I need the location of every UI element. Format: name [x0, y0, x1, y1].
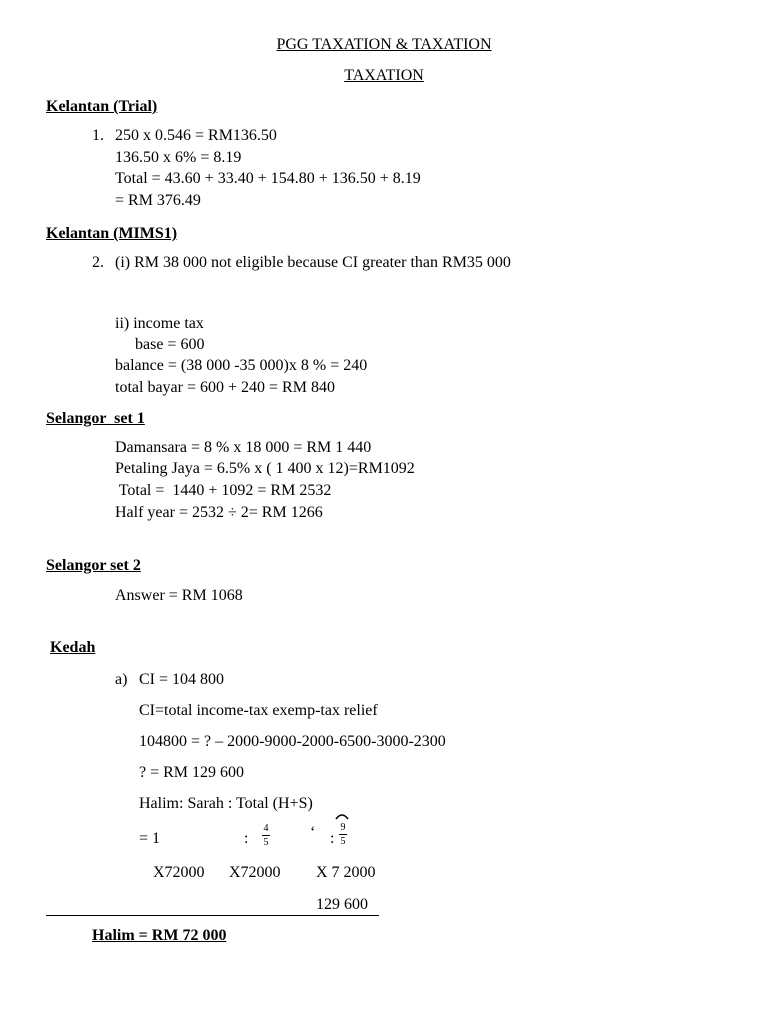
total-value: 129 600	[316, 896, 368, 913]
result-line: ? = RM 129 600	[139, 764, 245, 781]
part-ii-text: ii) income tax	[115, 315, 204, 332]
equation-line: 104800 = ? – 2000-9000-2000-6500-3000-2300	[139, 733, 446, 750]
ratio-start: = 1	[139, 830, 161, 847]
base-line: base = 600	[135, 336, 205, 353]
fraction-numerator: 9	[340, 822, 346, 833]
section-heading-kedah: Kedah	[50, 639, 96, 656]
calc-line: Total = 1440 + 1092 = RM 2532	[115, 482, 332, 499]
calc-line: 250 x 0.546 = RM136.50	[115, 127, 277, 144]
final-answer-halim: Halim = RM 72 000	[92, 927, 227, 944]
calc-line: Half year = 2532 ÷ 2= RM 1266	[115, 504, 323, 521]
calc-line: = RM 376.49	[115, 192, 201, 209]
underline-rule	[46, 915, 379, 916]
fraction-nine-fifths	[339, 822, 347, 847]
ratio-header: Halim: Sarah : Total (H+S)	[139, 795, 313, 812]
document-title: PGG TAXATION & TAXATION	[276, 36, 492, 53]
question-number-1: 1.	[92, 127, 104, 144]
section-heading-selangor-set-2: Selangor set 2	[46, 557, 141, 574]
section-heading-kelantan-trial: Kelantan (Trial)	[46, 98, 158, 115]
total-bayar-line: total bayar = 600 + 240 = RM 840	[115, 379, 335, 396]
fraction-bar	[262, 835, 270, 836]
arc-mark-icon	[335, 812, 349, 820]
fraction-four-fifths	[262, 823, 270, 848]
ratio-colon: :	[330, 830, 335, 847]
multiplier-halim: X72000	[153, 864, 205, 881]
part-i-text: (i) RM 38 000 not eligible because CI greater than RM35 000	[115, 254, 511, 271]
balance-line: balance = (38 000 -35 000)x 8 % = 240	[115, 357, 368, 374]
fraction-bar	[339, 834, 347, 835]
ci-line: CI = 104 800	[139, 671, 225, 688]
ratio-comma-mark: ‘	[310, 824, 316, 841]
calc-line: Petaling Jaya = 6.5% x ( 1 400 x 12)=RM1092	[115, 460, 415, 477]
calc-line: 136.50 x 6% = 8.19	[115, 149, 242, 166]
answer-line: Answer = RM 1068	[115, 587, 243, 604]
section-heading-selangor-set-1: Selangor set 1	[46, 410, 145, 427]
formula-line: CI=total income-tax exemp-tax relief	[139, 702, 378, 719]
part-label-a: a)	[115, 671, 128, 688]
multiplier-total: X 7 2000	[316, 864, 376, 881]
ratio-colon: :	[244, 830, 249, 847]
question-number-2: 2.	[92, 254, 104, 271]
fraction-denominator: 5	[340, 836, 346, 847]
fraction-numerator: 4	[263, 823, 269, 834]
calc-line: Total = 43.60 + 33.40 + 154.80 + 136.50 + 8.19	[115, 170, 421, 187]
document-subtitle: TAXATION	[344, 67, 424, 84]
section-heading-kelantan-mims1: Kelantan (MIMS1)	[46, 225, 178, 242]
calc-line: Damansara = 8 % x 18 000 = RM 1 440	[115, 439, 372, 456]
fraction-denominator: 5	[263, 837, 269, 848]
multiplier-sarah: X72000	[229, 864, 281, 881]
